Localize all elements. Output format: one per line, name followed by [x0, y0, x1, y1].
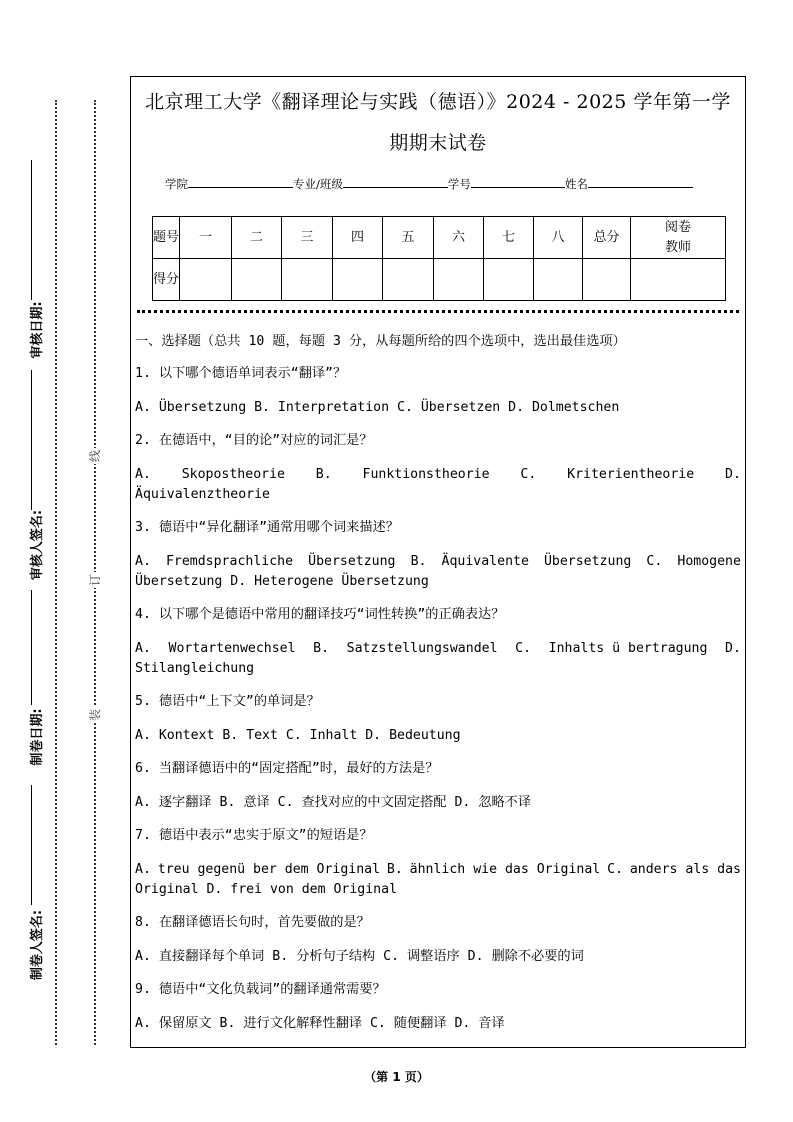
score-col-4: 四	[333, 217, 383, 259]
option-text: Fremdsprachliche	[165, 554, 294, 569]
option-text: A.	[135, 641, 151, 656]
section-choice-questions	[135, 332, 741, 1047]
student-id-field[interactable]	[471, 176, 565, 188]
option-text: Übersetzung D. Heterogene Übersetzung	[135, 574, 429, 589]
score-cell-5[interactable]	[383, 259, 434, 301]
option-text: Homogene	[677, 554, 741, 569]
score-cell-total[interactable]	[583, 259, 631, 301]
score-cell-grader[interactable]	[631, 259, 726, 301]
score-col-3: 三	[282, 217, 333, 259]
binding-char-zhuang: 装	[88, 709, 102, 722]
option-text: Übersetzung	[543, 554, 632, 569]
question-5-options: A. Kontext B. Text C. Inhalt D. Bedeutung	[135, 728, 461, 743]
question-7-options	[135, 860, 741, 900]
score-cell-6[interactable]	[434, 259, 484, 301]
options-line-wrap	[135, 659, 741, 679]
option-text: Übersetzung	[308, 554, 396, 569]
score-cell-3[interactable]	[282, 259, 333, 301]
score-cell-1[interactable]	[180, 259, 232, 301]
dotted-separator	[137, 310, 739, 313]
question-4: 4. 以下哪个是德语中常用的翻译技巧“词性转换”的正确表达？	[135, 607, 505, 622]
question-8: 8. 在翻译德语长句时，首先要做的是？	[135, 915, 370, 930]
score-cell-7[interactable]	[484, 259, 534, 301]
option-text: C.	[607, 862, 623, 877]
option-text: A.	[135, 862, 151, 877]
options-line-wrap	[135, 880, 741, 900]
question-number-head: 题号	[153, 217, 180, 259]
options-line	[135, 639, 741, 659]
name-label: 姓名	[564, 177, 588, 191]
option-text: Kriterientheorie	[567, 467, 695, 482]
question-9-options: A. 保留原文 B. 进行文化解释性翻译 C. 随便翻译 D. 音译	[135, 1016, 505, 1031]
question-9: 9. 德语中“文化负载词”的翻译通常需要？	[135, 982, 386, 997]
score-table	[152, 216, 726, 301]
question-7: 7. 德语中表示“忠实于原文”的短语是？	[135, 828, 373, 843]
question-6: 6. 当翻译德语中的“固定搭配”时，最好的方法是？	[135, 761, 439, 776]
question-4-options	[135, 639, 741, 679]
reviewer-sign-line	[31, 370, 32, 510]
option-text: anders als das	[629, 862, 741, 877]
option-text: B.	[315, 467, 332, 482]
student-id-label: 学号	[447, 177, 471, 191]
question-5: 5. 德语中“上下文”的单词是？	[135, 694, 320, 709]
option-text: A.	[135, 467, 151, 482]
score-col-8: 八	[534, 217, 583, 259]
binding-char-ding: 订	[88, 574, 102, 587]
section-heading: 一、选择题（总共 10 题，每题 3 分，从每题所给的四个选项中，选出最佳选项）	[135, 334, 626, 349]
exam-frame	[130, 76, 746, 1048]
score-table-header-row	[153, 217, 726, 259]
score-cell-4[interactable]	[333, 259, 383, 301]
option-text: C.	[646, 554, 663, 569]
score-col-total: 总分	[583, 217, 631, 259]
option-text: Original D. frei von dem Original	[135, 882, 398, 897]
score-col-6: 六	[434, 217, 484, 259]
options-line	[135, 860, 741, 880]
make-date-label: 制卷日期:	[30, 708, 45, 766]
option-text: Inhalts ü bertragung	[548, 641, 708, 656]
major-class-field[interactable]	[343, 176, 448, 188]
option-text: Satzstellungswandel	[346, 641, 498, 656]
options-line	[135, 552, 741, 572]
college-label: 学院	[165, 177, 188, 191]
make-date-line	[31, 590, 32, 705]
options-line	[135, 465, 741, 485]
question-1-options: A. Übersetzung B. Interpretation C. Übersetzen D. Dolmetschen	[135, 400, 620, 415]
name-field[interactable]	[588, 176, 693, 188]
student-info-row	[165, 176, 693, 191]
question-3-options	[135, 552, 741, 592]
option-text: B.	[313, 641, 330, 656]
score-col-5: 五	[383, 217, 434, 259]
question-6-options: A. 逐字翻译 B. 意译 C. 查找对应的中文固定搭配 D. 忽略不译	[135, 795, 532, 810]
option-text: Skopostheorie	[181, 467, 285, 482]
page-number: （第 1 页）	[364, 1070, 429, 1084]
option-text: D.	[725, 641, 741, 656]
option-text: D.	[725, 467, 741, 482]
option-text: C.	[515, 641, 532, 656]
outer-dotted-line	[55, 100, 57, 1045]
score-col-1: 一	[180, 217, 232, 259]
question-3: 3. 德语中“异化翻译”通常用哪个词来描述？	[135, 520, 399, 535]
question-2-options	[135, 465, 741, 505]
review-date-label: 审核日期:	[30, 301, 45, 359]
option-text: Wortartenwechsel	[168, 641, 296, 656]
score-col-grader: 阅卷教师	[631, 217, 726, 259]
exam-title-line1: 北京理工大学《翻译理论与实践（德语）》2024 - 2025 学年第一学	[145, 91, 731, 113]
score-col-7: 七	[484, 217, 534, 259]
score-cell-2[interactable]	[232, 259, 282, 301]
options-line-wrap	[135, 485, 741, 505]
option-text: Stilangleichung	[135, 661, 255, 676]
option-text: Äquivalente	[441, 554, 529, 569]
option-text: C.	[520, 467, 537, 482]
score-cell-8[interactable]	[534, 259, 583, 301]
option-text: Funktionstheorie	[362, 467, 490, 482]
college-field[interactable]	[188, 176, 293, 188]
score-col-2: 二	[232, 217, 282, 259]
exam-title-line2: 期期末试卷	[389, 132, 487, 154]
major-class-label: 专业/班级	[293, 177, 343, 191]
score-table-score-row	[153, 259, 726, 301]
option-text: Äquivalenztheorie	[135, 487, 270, 502]
question-2: 2. 在德语中，“目的论”对应的词汇是？	[135, 433, 373, 448]
option-text: ähnlich wie das Original	[409, 862, 601, 877]
review-date-line	[31, 160, 32, 300]
maker-sign-line	[31, 785, 32, 905]
options-line-wrap	[135, 572, 741, 592]
score-row-head: 得分	[153, 259, 180, 301]
option-text: B.	[410, 554, 427, 569]
option-text: A.	[135, 554, 151, 569]
question-1: 1. 以下哪个德语单词表示“翻译”？	[135, 366, 347, 381]
reviewer-sign-label: 审核人签名:	[30, 509, 45, 581]
question-8-options: A. 直接翻译每个单词 B. 分析句子结构 C. 调整语序 D. 删除不必要的词	[135, 949, 584, 964]
maker-sign-label: 制卷人签名:	[30, 909, 45, 981]
option-text: treu gegenü ber dem Original	[157, 862, 381, 877]
option-text: B.	[386, 862, 403, 877]
binding-char-line: 线	[88, 450, 102, 463]
